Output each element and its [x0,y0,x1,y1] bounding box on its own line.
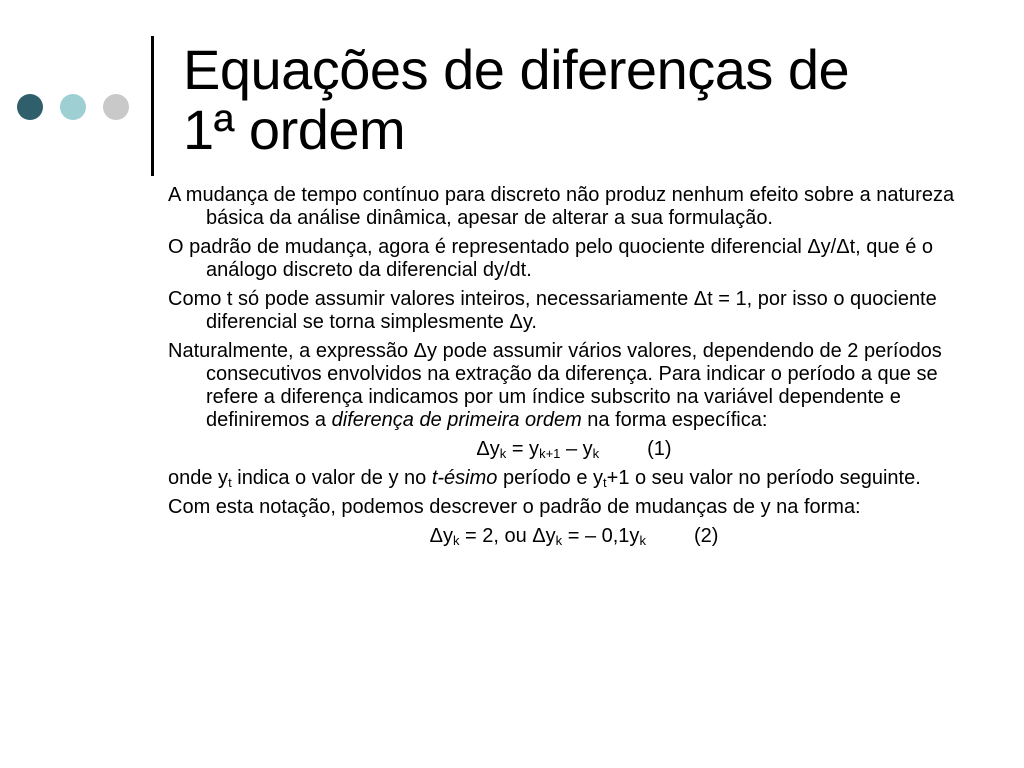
paragraph-4-tail: na forma específica: [581,409,768,431]
equation-1 [168,438,980,461]
paragraph-6: Com esta notação, podemos descrever o padrão de mudanças de y na forma: [168,496,861,518]
paragraph-1: A mudança de tempo contínuo para discreto não produz nenhum efeito sobre a natureza básica da análise dinâmica, apesar de alterar a sua formulação. [168,184,955,229]
decor-dot-gray [103,94,129,120]
eq2-part: = 2, ou Δy [459,525,556,547]
decor-dot-light-teal [60,94,86,120]
paragraph-4 [168,340,980,432]
decor-dot-dark [17,94,43,120]
slide-title [183,40,849,160]
eq1-sub: k [592,446,600,461]
p5-part: onde y [168,467,229,489]
paragraph-4-text: Naturalmente, a expressão Δy pode assumir vários valores, dependendo de 2 períodos consecutivos envolvidos na extração da diferença. Para indicar o período a que se refere a diferença indicamos por um índice subscrito na variável dependente e definiremos a [168,340,942,431]
eq1-part: = y [506,438,540,460]
title-line-2: 1ª ordem [183,98,406,161]
eq2-sub: k [639,533,646,548]
paragraph-2: O padrão de mudança, agora é representado pelo quociente diferencial Δy/Δt, que é o análogo discreto da diferencial dy/dt. [168,236,933,281]
eq1-part: Δy [476,438,500,460]
eq2-sub: k [452,533,460,548]
equation-2 [168,525,980,548]
paragraph-4-italic: diferença de primeira ordem [331,409,582,431]
title-line-1: Equações de diferenças de [183,38,850,101]
p5-part: +1 o seu valor no período seguinte. [606,467,921,489]
p5-sub: t [603,475,607,490]
p5-italic: t-ésimo [431,467,498,489]
title-divider [151,36,154,176]
p5-sub: t [228,475,232,490]
p5-part: período e y [497,467,604,489]
slide-body [168,184,980,554]
eq2-part: Δy [429,525,453,547]
p5-part: indica o valor de y no [231,467,432,489]
eq1-sub: k+1 [539,446,561,461]
equation-2-number: (2) [693,525,719,547]
paragraph-3: Como t só pode assumir valores inteiros, necessariamente Δt = 1, por isso o quociente diferencial se torna simplesmente Δy. [168,288,937,333]
equation-1-number: (1) [647,438,672,460]
eq2-part: = – 0,1y [562,525,640,547]
eq1-part: – y [560,438,593,460]
eq1-sub: k [499,446,507,461]
eq2-sub: k [555,533,563,548]
paragraph-5 [168,467,980,490]
